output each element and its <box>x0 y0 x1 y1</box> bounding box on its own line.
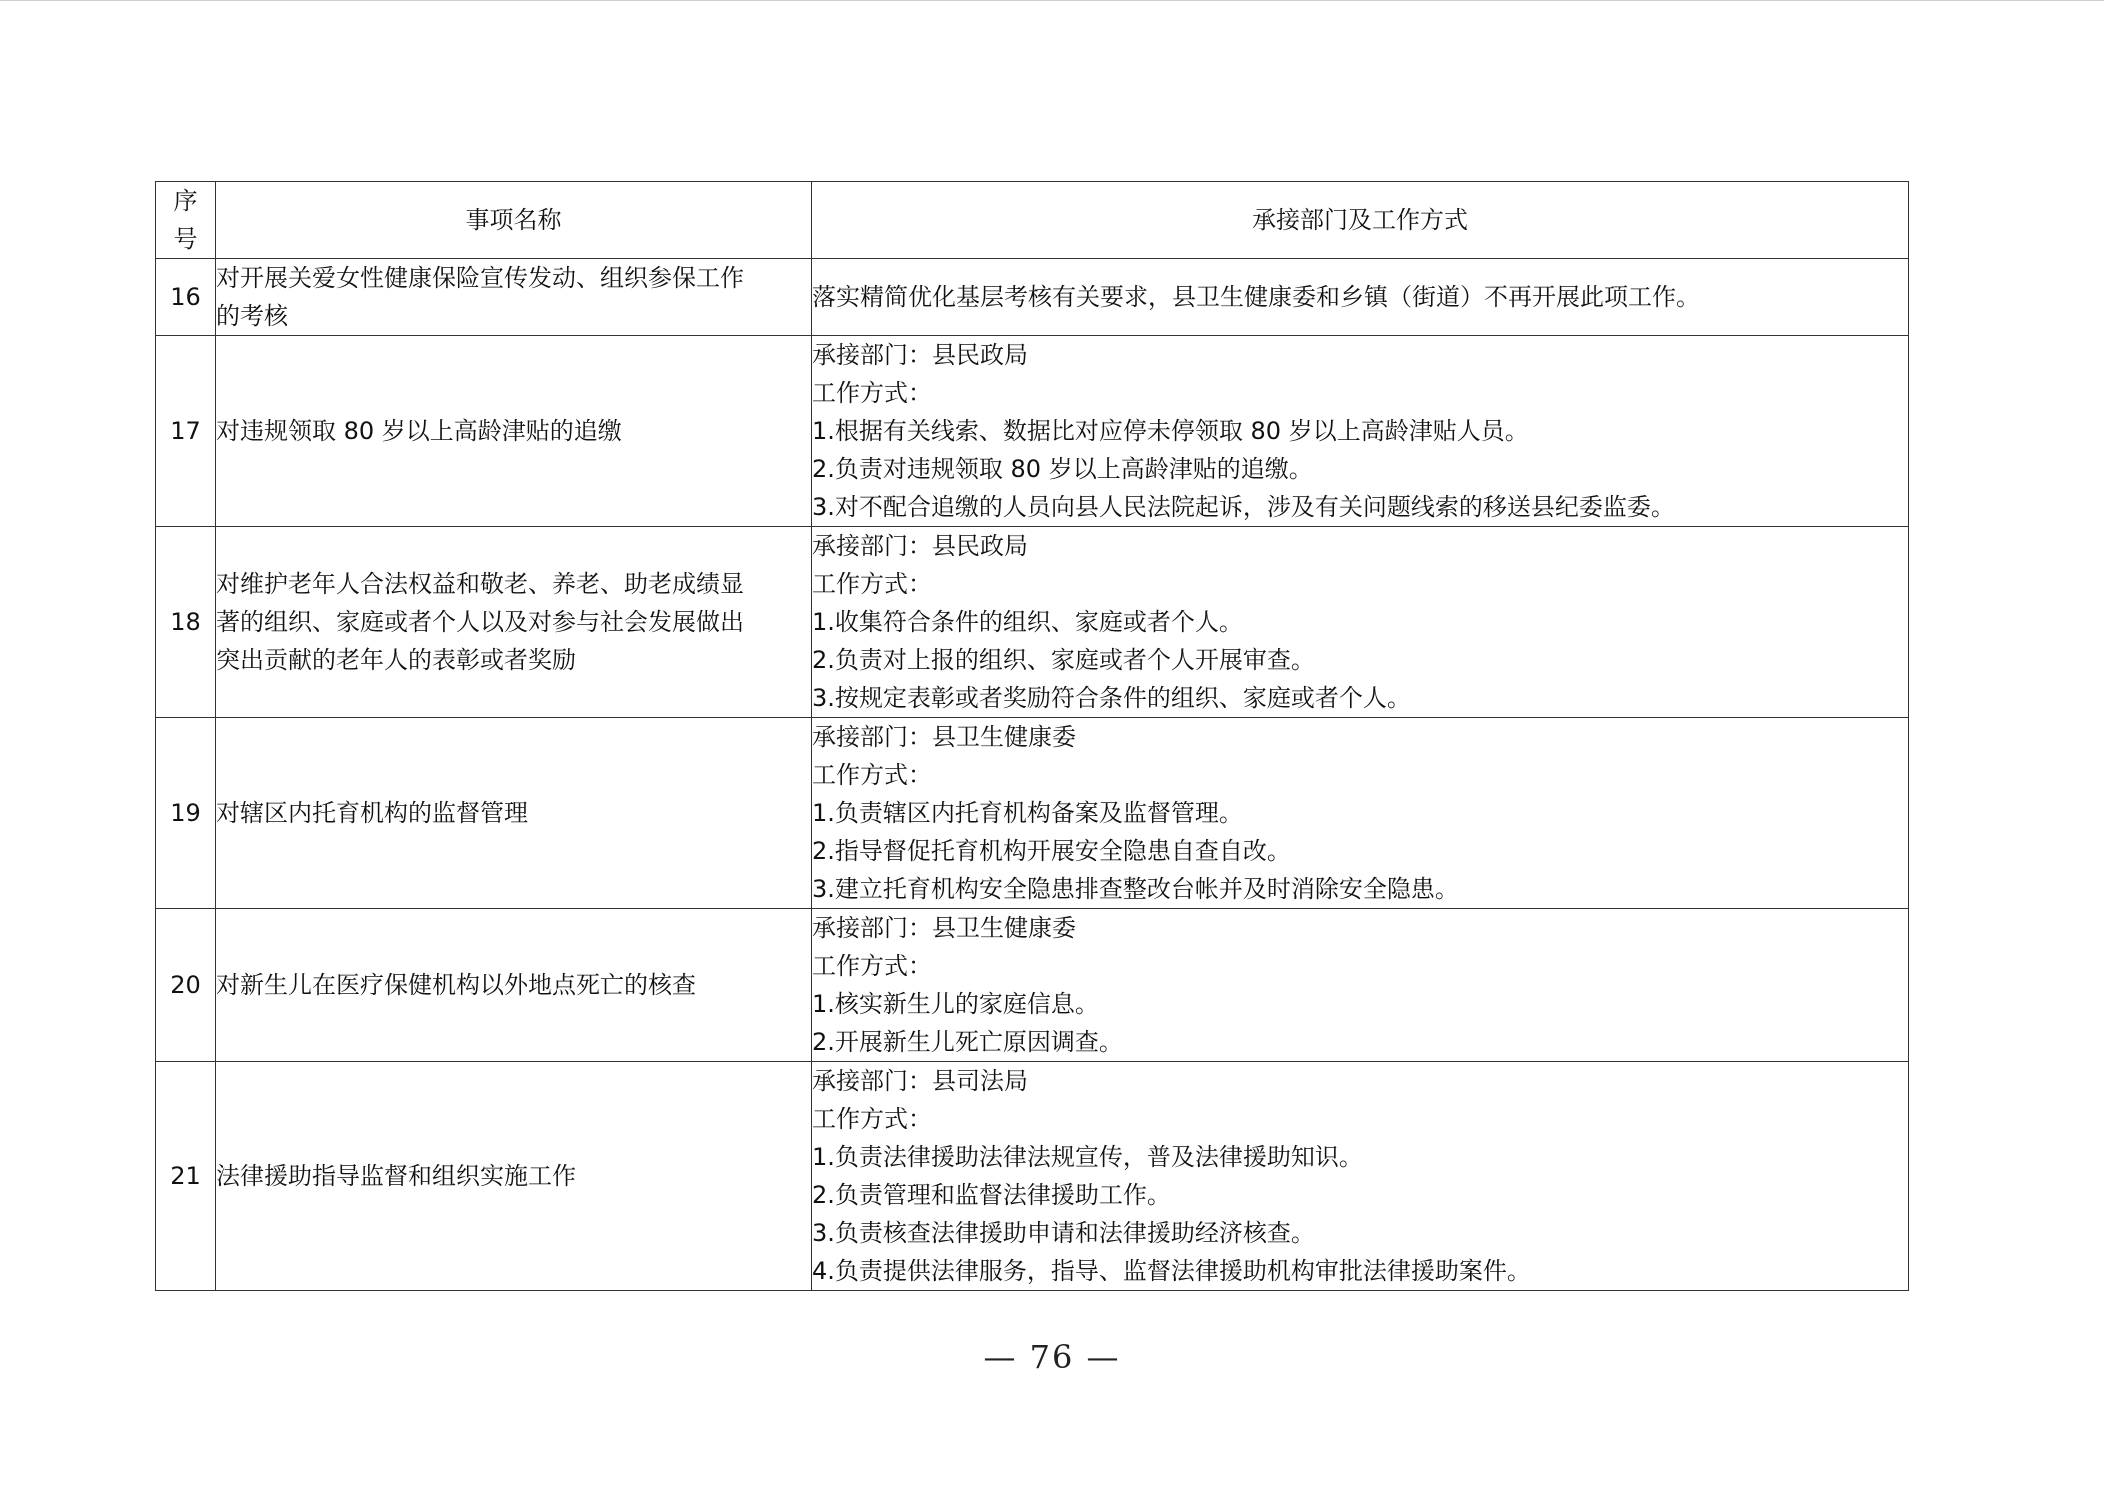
department-method-line: 3.按规定表彰或者奖励符合条件的组织、家庭或者个人。 <box>812 684 1411 712</box>
department-method-cell <box>812 1062 1909 1291</box>
item-name-line: 对维护老年人合法权益和敬老、养老、助老成绩显 <box>216 570 744 598</box>
page-number: — 76 — <box>983 1338 1121 1376</box>
department-method-line: 工作方式： <box>812 761 932 789</box>
header-serial-number <box>156 182 216 259</box>
item-name-line: 对违规领取 80 岁以上高龄津贴的追缴 <box>216 417 622 445</box>
serial-number-cell: 16 <box>156 259 216 336</box>
department-method-line: 承接部门：县民政局 <box>812 532 1028 560</box>
department-method-line: 承接部门：县司法局 <box>812 1067 1028 1095</box>
table-row <box>156 527 1909 718</box>
table-row <box>156 336 1909 527</box>
item-name-cell <box>216 527 812 718</box>
header-serial-char-2: 号 <box>173 225 198 253</box>
table-row <box>156 718 1909 909</box>
serial-number-cell: 17 <box>156 336 216 527</box>
table-row <box>156 1062 1909 1291</box>
department-method-cell <box>812 259 1909 336</box>
department-method-line: 承接部门：县民政局 <box>812 341 1028 369</box>
table-row <box>156 259 1909 336</box>
department-method-line: 2.负责对违规领取 80 岁以上高龄津贴的追缴。 <box>812 455 1313 483</box>
item-name-line: 的考核 <box>216 302 288 330</box>
department-method-line: 承接部门：县卫生健康委 <box>812 914 1076 942</box>
header-serial-char-1: 序 <box>173 187 198 215</box>
items-table <box>155 181 1909 1291</box>
department-method-line: 1.负责辖区内托育机构备案及监督管理。 <box>812 799 1243 827</box>
header-department-method: 承接部门及工作方式 <box>812 182 1909 259</box>
department-method-line: 2.开展新生儿死亡原因调查。 <box>812 1028 1123 1056</box>
table-header-row <box>156 182 1909 259</box>
item-name-line: 对辖区内托育机构的监督管理 <box>216 799 528 827</box>
serial-number-cell: 19 <box>156 718 216 909</box>
item-name-line: 著的组织、家庭或者个人以及对参与社会发展做出 <box>216 608 744 636</box>
item-name-line: 突出贡献的老年人的表彰或者奖励 <box>216 646 576 674</box>
department-method-line: 1.负责法律援助法律法规宣传，普及法律援助知识。 <box>812 1143 1363 1171</box>
item-name-cell <box>216 718 812 909</box>
header-item-name: 事项名称 <box>216 182 812 259</box>
item-name-cell <box>216 909 812 1062</box>
department-method-line: 落实精简优化基层考核有关要求，县卫生健康委和乡镇（街道）不再开展此项工作。 <box>812 283 1700 311</box>
department-method-cell <box>812 336 1909 527</box>
table-body <box>156 259 1909 1291</box>
item-name-cell <box>216 336 812 527</box>
serial-number-cell: 20 <box>156 909 216 1062</box>
serial-number-cell: 21 <box>156 1062 216 1291</box>
department-method-line: 承接部门：县卫生健康委 <box>812 723 1076 751</box>
serial-number-cell: 18 <box>156 527 216 718</box>
department-method-line: 3.负责核查法律援助申请和法律援助经济核查。 <box>812 1219 1315 1247</box>
item-name-line: 对新生儿在医疗保健机构以外地点死亡的核查 <box>216 971 696 999</box>
department-method-line: 工作方式： <box>812 570 932 598</box>
department-method-line: 1.收集符合条件的组织、家庭或者个人。 <box>812 608 1243 636</box>
department-method-line: 2.负责管理和监督法律援助工作。 <box>812 1181 1171 1209</box>
item-name-cell <box>216 1062 812 1291</box>
table-row <box>156 909 1909 1062</box>
department-method-line: 2.指导督促托育机构开展安全隐患自查自改。 <box>812 837 1291 865</box>
department-method-line: 1.核实新生儿的家庭信息。 <box>812 990 1099 1018</box>
department-method-cell <box>812 909 1909 1062</box>
department-method-line: 工作方式： <box>812 379 932 407</box>
department-method-line: 1.根据有关线索、数据比对应停未停领取 80 岁以上高龄津贴人员。 <box>812 417 1529 445</box>
department-method-line: 3.对不配合追缴的人员向县人民法院起诉，涉及有关问题线索的移送县纪委监委。 <box>812 493 1675 521</box>
department-method-line: 工作方式： <box>812 1105 932 1133</box>
department-method-cell <box>812 718 1909 909</box>
department-method-line: 工作方式： <box>812 952 932 980</box>
department-method-line: 2.负责对上报的组织、家庭或者个人开展审查。 <box>812 646 1315 674</box>
department-method-cell <box>812 527 1909 718</box>
department-method-line: 3.建立托育机构安全隐患排查整改台帐并及时消除安全隐患。 <box>812 875 1459 903</box>
page-top-rule <box>0 0 2104 1</box>
item-name-cell <box>216 259 812 336</box>
item-name-line: 对开展关爱女性健康保险宣传发动、组织参保工作 <box>216 264 744 292</box>
department-method-line: 4.负责提供法律服务，指导、监督法律援助机构审批法律援助案件。 <box>812 1257 1531 1285</box>
item-name-line: 法律援助指导监督和组织实施工作 <box>216 1162 576 1190</box>
